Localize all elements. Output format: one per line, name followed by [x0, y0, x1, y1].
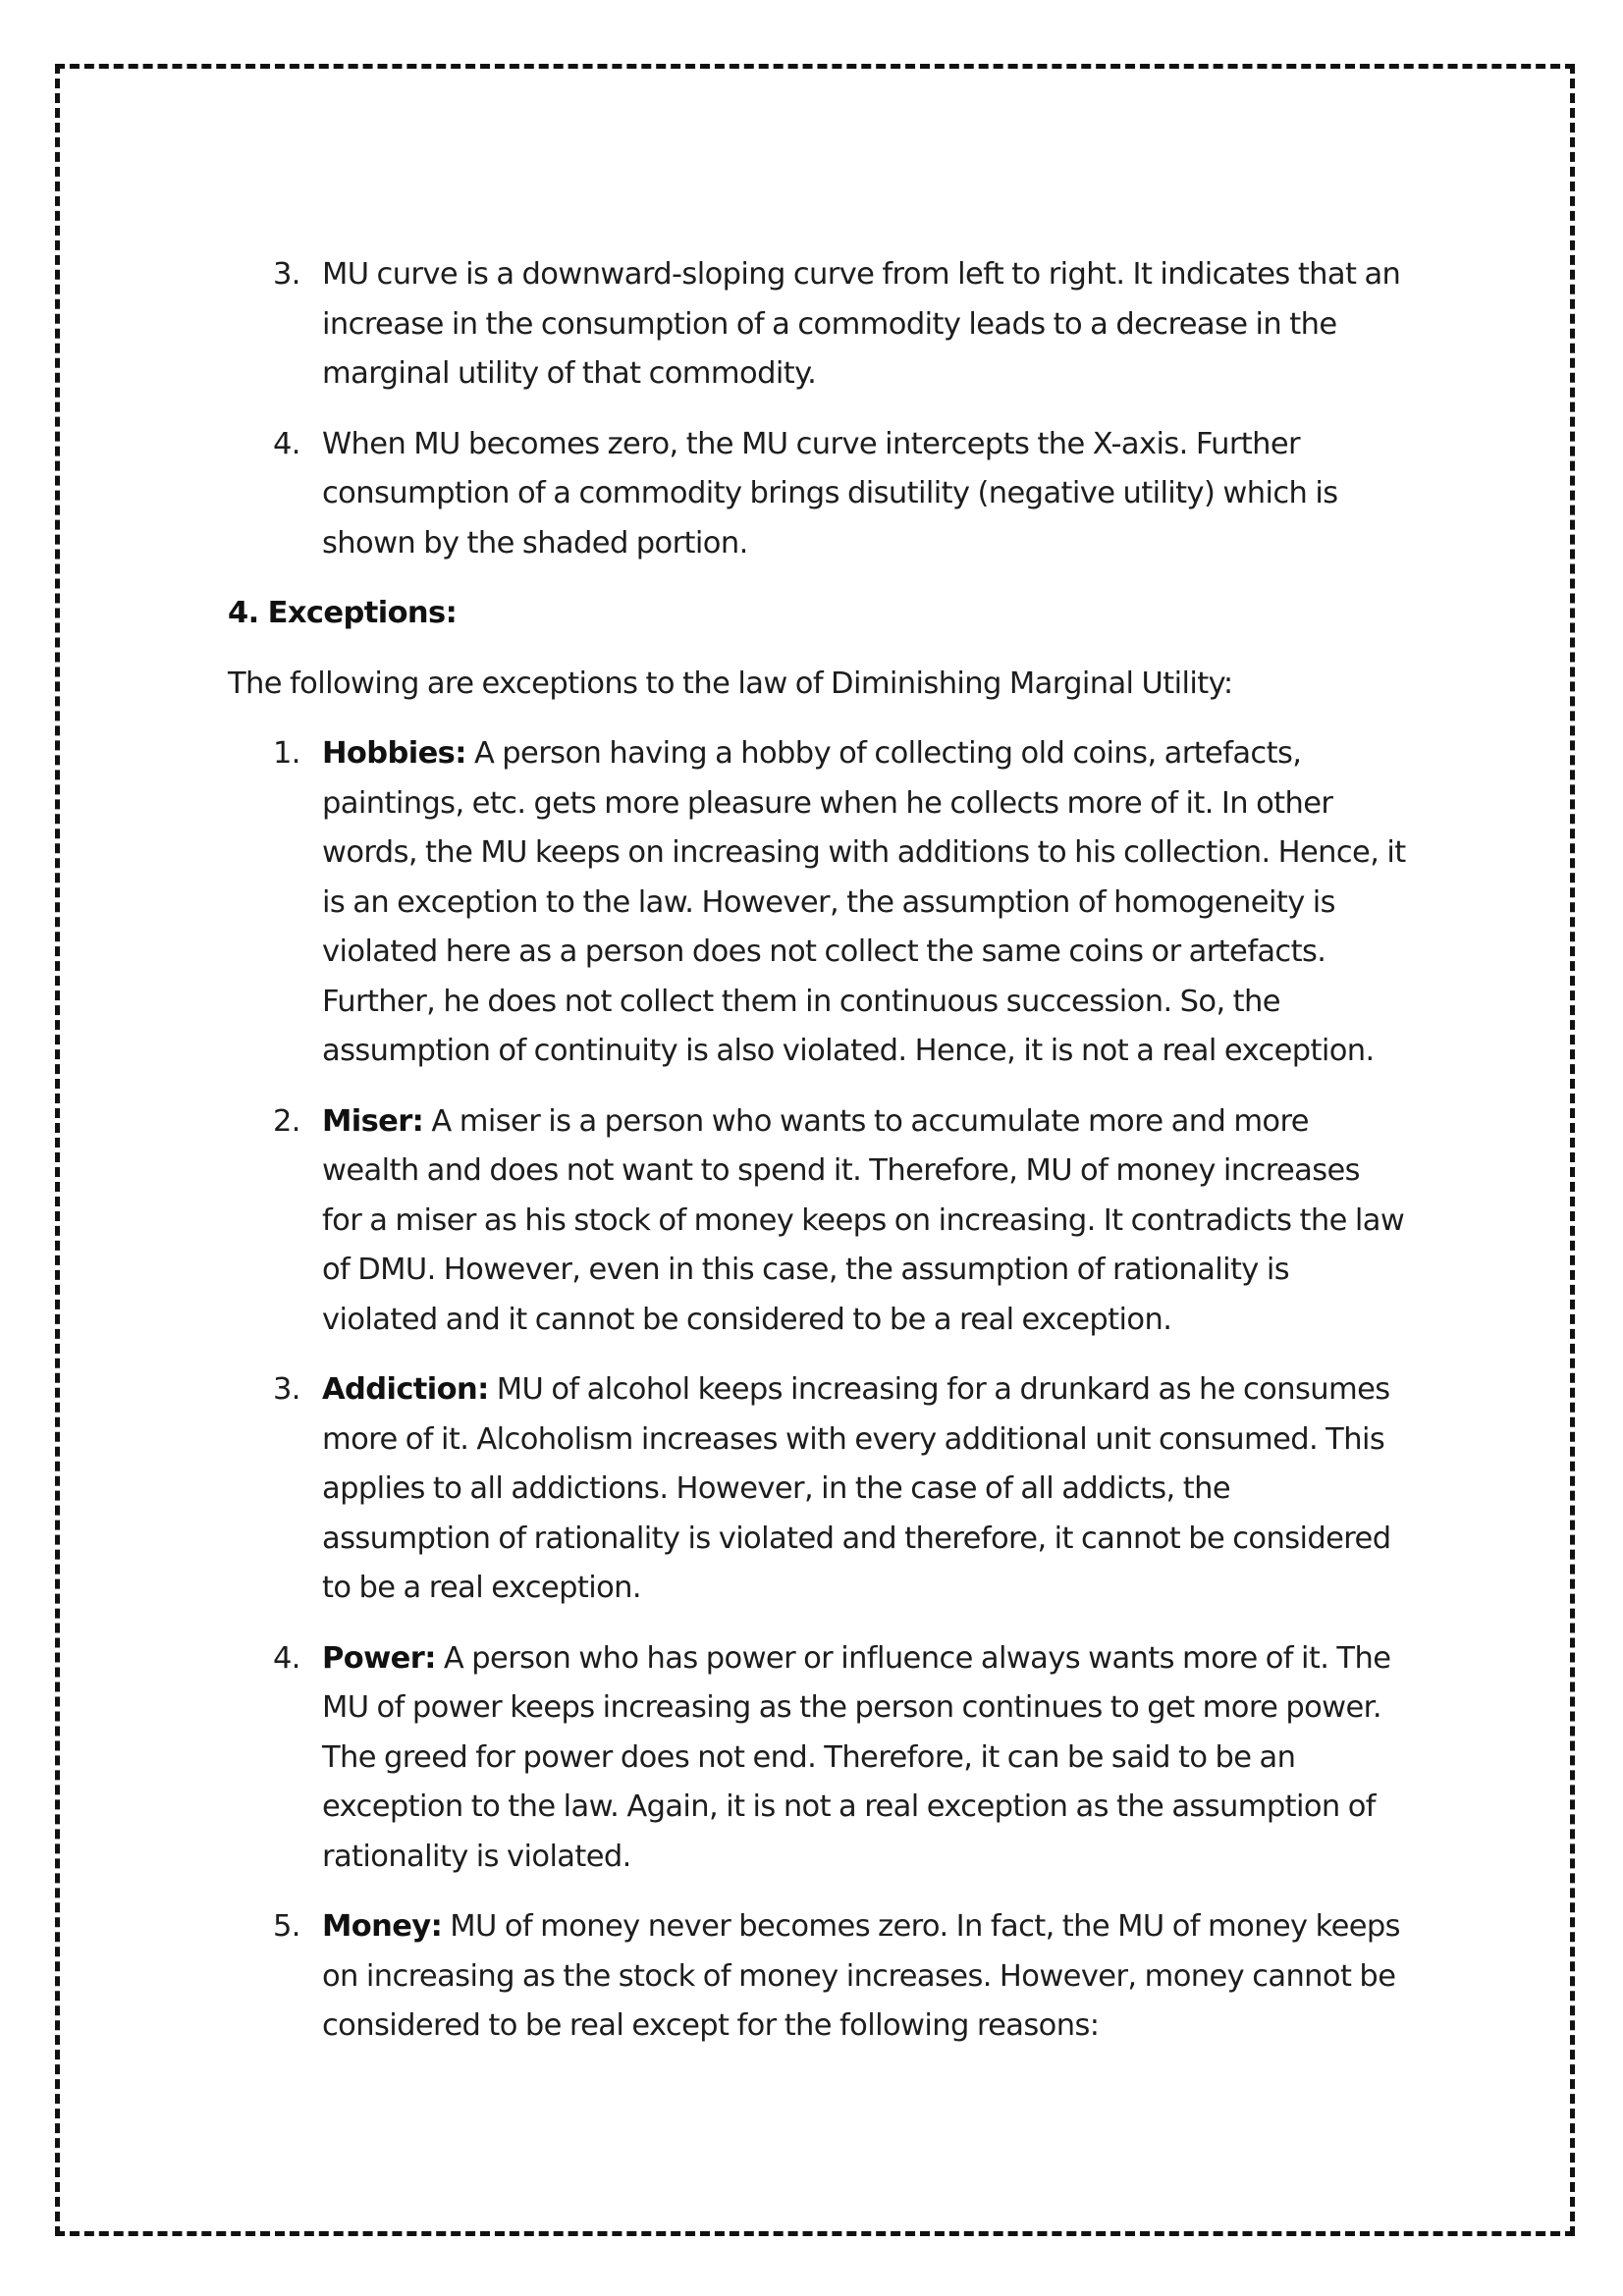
- list-number: 5.: [273, 1909, 300, 1944]
- item-label: Money:: [322, 1909, 443, 1944]
- list-item: [228, 250, 1406, 400]
- item-text: A miser is a person who wants to accumulate more and more wealth and does not want to spend it. Therefore, MU of money increases for a miser as his stock of money keeps on increasing. It contradicts the law of DMU. However, even in this case, the assumption of rationality is violated and it cannot be considered to be a real exception.: [322, 1103, 1405, 1337]
- list-number: 4.: [273, 426, 300, 461]
- item-label: Miser:: [322, 1103, 424, 1139]
- page-content: [228, 250, 1406, 2072]
- list-item-money: [228, 1902, 1406, 2052]
- section-intro: The following are exceptions to the law of Diminishing Marginal Utility:: [228, 666, 1233, 701]
- section-heading: 4. Exceptions:: [228, 596, 458, 630]
- item-label: Power:: [322, 1640, 436, 1676]
- item-text: MU of money never becomes zero. In fact, the MU of money keeps on increasing as the stock of money increases. However, money cannot be considered to be real except for the following reasons:: [322, 1909, 1400, 2043]
- list-text: When MU becomes zero, the MU curve intercepts the X-axis. Further consumption of a commodity brings disutility (negative utility) which is shown by the shaded portion.: [322, 426, 1338, 561]
- list-number: 2.: [273, 1103, 300, 1139]
- list-text: MU curve is a downward-sloping curve from left to right. It indicates that an increase in the consumption of a commodity leads to a decrease in the marginal utility of that commodity.: [322, 257, 1401, 391]
- list-number: 1.: [273, 736, 300, 771]
- item-text: A person having a hobby of collecting old coins, artefacts, paintings, etc. gets more pleasure when he collects more of it. In other words, the MU keeps on increasing with additions to his collection. Hence, it is an exception to the law. However, the assumption of homogeneity is violated here as a person does not collect the same coins or artefacts. Further, he does not collect them in continuous succession. So, the assumption of continuity is also violated. Hence, it is not a real exception.: [322, 736, 1406, 1068]
- list-number: 3.: [273, 1372, 300, 1407]
- list-item-addiction: [228, 1365, 1406, 1614]
- list-item-power: [228, 1634, 1406, 1883]
- item-label: Hobbies:: [322, 736, 466, 771]
- item-text: MU of alcohol keeps increasing for a drunkard as he consumes more of it. Alcoholism increases with every additional unit consumed. This applies to all addictions. However, in the case of all addicts, the assumption of rationality is violated and therefore, it cannot be considered to be a real exception.: [322, 1372, 1391, 1605]
- continued-list: [228, 250, 1406, 568]
- item-label: Addiction:: [322, 1372, 489, 1407]
- item-text: A person who has power or influence always wants more of it. The MU of power keeps increasing as the person continues to get more power. The greed for power does not end. Therefore, it can be said to be an exception to the law. Again, it is not a real exception as the assumption of rationality is violated.: [322, 1640, 1391, 1874]
- exceptions-list: [228, 729, 1406, 2052]
- list-item-miser: [228, 1097, 1406, 1346]
- list-item: [228, 420, 1406, 569]
- list-item-hobbies: [228, 729, 1406, 1077]
- list-number: 4.: [273, 1640, 300, 1676]
- list-number: 3.: [273, 257, 300, 292]
